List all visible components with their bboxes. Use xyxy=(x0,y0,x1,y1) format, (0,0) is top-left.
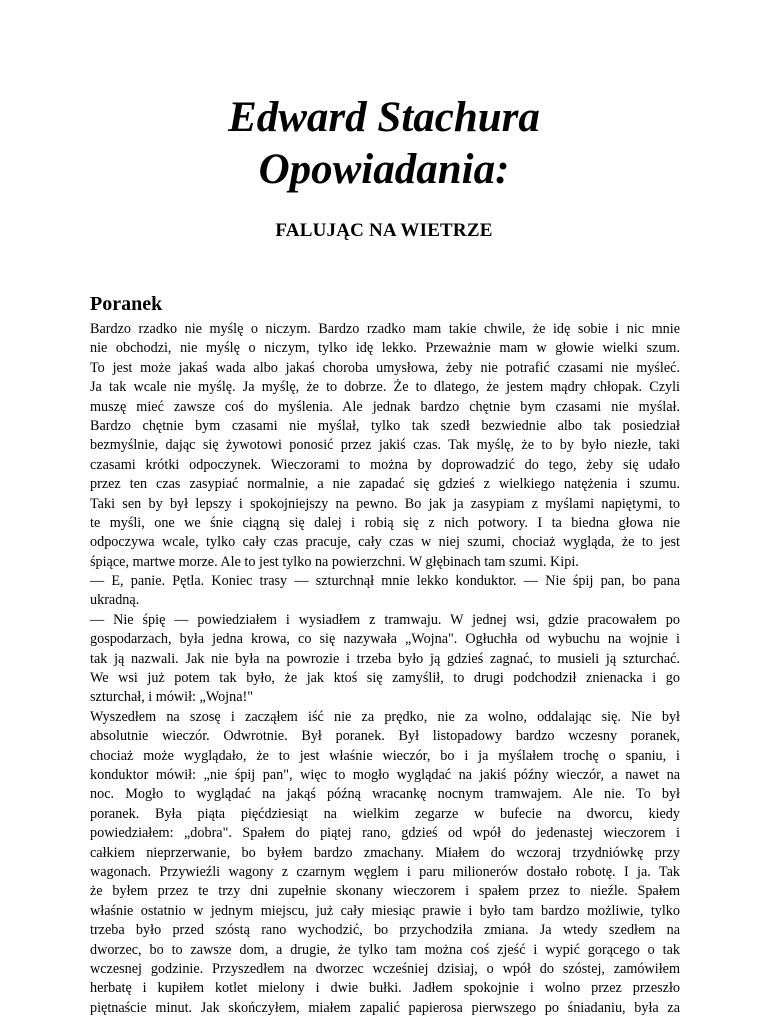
text-line: czasami krótki odpoczynek. Wieczorami to można by doprowadzić do tego, żeby się udało xyxy=(90,456,680,473)
text-line: Wyszedłem na szosę i zacząłem iść nie za prędko, nie za wolno, oddalając się. Nie był xyxy=(90,708,680,725)
section-heading: Poranek xyxy=(90,293,163,315)
text-line: — Nie śpię — powiedziałem i wysiadłem z tramwaju. W jednej wsi, gdzie pracowałem po xyxy=(90,611,680,628)
text-line: chociaż może wyglądało, że to jest właśnie wieczór, bo i ja myślałem trochę o spaniu, i xyxy=(90,747,680,764)
text-line: bezmyślnie, dając się żywotowi ponosić przez jakiś czas. Tak myślę, że to by było niezłe, taki xyxy=(90,437,680,454)
body-text xyxy=(90,320,680,1018)
text-line: tak ją nazwali. Jak nie była na powrozie i trzeba było ją gdzieś zagnać, to musieli ją szturchać. xyxy=(90,650,680,667)
text-line: poranek. Była piąta pięćdziesiąt na wielkim zegarze w bufecie na dworcu, kiedy xyxy=(90,805,680,822)
text-line: Bardzo chętnie bym czasami nie myślał, tylko tak szedł bezwiednie albo tak posiedział xyxy=(90,417,680,434)
collection-title: Opowiadania: xyxy=(258,146,510,193)
text-line: absolutnie wieczór. Odwrotnie. Był poranek. Był listopadowy bardzo wczesny poranek, xyxy=(90,728,680,745)
text-line: To jest może jakaś wada albo jakaś choroba umysłowa, żeby nie potrafić czasami nie myśleć. xyxy=(90,359,680,376)
text-line: właśnie ostatnio w jednym miejscu, już cały miesiąc prawie i było tam bardzo możliwie, tylko xyxy=(90,902,680,919)
text-line: odpoczywa wcale, tylko cały czas pracuje, cały czas w niej szumi, chociaż wygląda, że to jest xyxy=(90,534,680,551)
text-line: nie obchodzi, nie myślę o niczym, tylko idę lekko. Przeważnie mam w głowie wielki szum. xyxy=(90,340,680,357)
text-line: Taki sen by był lepszy i spokojniejszy na pewno. Bo jak ja zasypiam z myślami napiętymi, to xyxy=(90,495,680,512)
text-line: dworzec, bo to zawsze dom, a drugie, że tylko tam można coś zjeść i wypić gorącego o tak xyxy=(90,941,680,958)
text-line: — E, panie. Pętla. Koniec trasy — szturchnął mnie lekko konduktor. — Nie śpij pan, bo pana xyxy=(90,573,680,590)
text-line: We wsi już potem tak było, że jak ktoś się zamyślił, to drugi podchodził znienacka i go xyxy=(90,670,680,687)
text-line: przez ten czas zasypiać normalnie, a nie zapadać się gdzieś z wielkiego natężenia i szumu. xyxy=(90,476,680,493)
text-line: że byłem przez te trzy dni zupełnie skonany wieczorem i spałem przez to nieźle. Spałem xyxy=(90,883,680,900)
text-line: śpiące, martwe morze. Ale to jest tylko na powierzchni. W głębinach tam szumi. Kipi. xyxy=(90,553,579,570)
text-line: konduktor mówił: „nie śpij pan", więc to mogło wyglądać na jakiś późny wieczór, a nawet na xyxy=(90,766,680,783)
text-line: muszę mieć zawsze coś do myślenia. Ale jednak bardzo chętnie bym czasami nie myślał. xyxy=(90,398,680,415)
text-line: gospodarzach, była jedna krowa, co się nazywała „Wojna". Ogłuchła od wybuchu na wojnie i xyxy=(90,631,680,648)
text-line: trzeba było przed szóstą rano wychodzić, bo przychodziła zmiana. Ja wtedy szedłem na xyxy=(90,922,680,939)
text-line: wagonach. Przywieźli wagony z czarnym węglem i paru milionerów dostało robotę. I ja. Tak xyxy=(90,863,680,880)
text-line: Bardzo rzadko nie myślę o niczym. Bardzo rzadko mam takie chwile, że idę sobie i nic mnie xyxy=(90,321,680,337)
text-line: noc. Mogło to wyglądać na jakąś późną wracankę nocnym tramwajem. Ale nie. To był xyxy=(90,786,680,803)
text-line: ukradną. xyxy=(90,592,140,609)
text-line: te myśli, one we śnie ciągną się dalej i robią się z nich potwory. I ta biedna głowa nie xyxy=(90,514,680,531)
text-line: szturchał, i mówił: „Wojna!" xyxy=(90,689,254,706)
text-line: powiedziałem: „dobra". Spałem do piątej rano, gdzieś od wpół do jedenastej wieczorem i xyxy=(90,825,680,842)
text-line: całkiem nieprzerwanie, bo byłem bardzo zmachany. Miałem do wczoraj trzydniówkę przy xyxy=(90,844,680,861)
text-line: Ja tak wcale nie myślę. Ja myślę, że to dobrze. Że to dlatego, że jestem mądry chłopak. Czyli xyxy=(90,379,680,396)
text-line: wczesnej godzinie. Przyszedłem na dworzec wcześniej dzisiaj, o wpół do szóstej, zamówiłem xyxy=(90,960,680,977)
text-line: herbatę i kupiłem kotlet mielony i dwie bułki. Jadłem spokojnie i wolno przez przeszło xyxy=(90,980,680,997)
story-title: FALUJĄC NA WIETRZE xyxy=(275,220,493,241)
author-name: Edward Stachura xyxy=(228,94,540,141)
text-line: piętnaście minut. Jak skończyłem, miałem zapalić papierosa pierwszego po śniadaniu, była za xyxy=(90,999,680,1016)
